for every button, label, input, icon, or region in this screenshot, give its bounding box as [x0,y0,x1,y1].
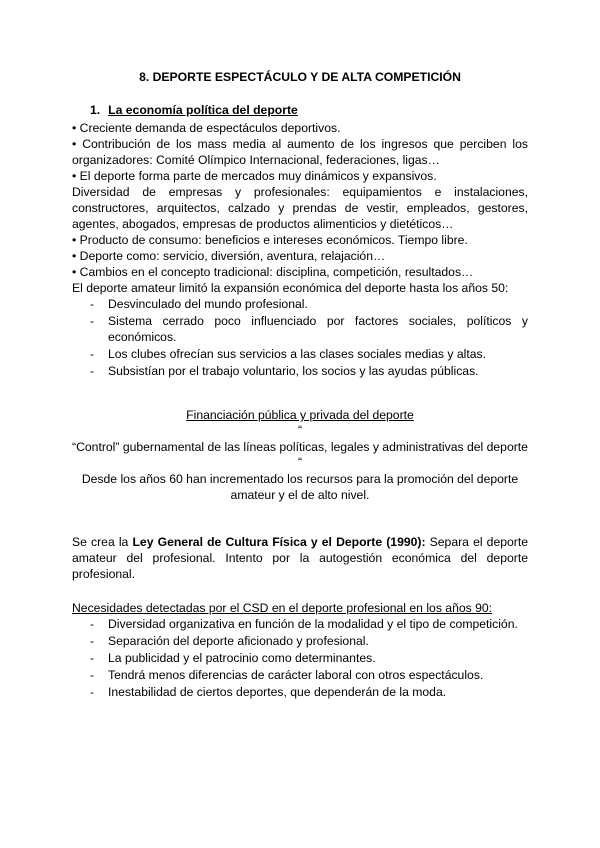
law-paragraph [72,534,528,582]
dash-marker: - [90,314,95,328]
resources-text: Desde los años 60 han incrementado los recursos para la promoción del deporte amateur y el de alto nivel. [81,472,519,502]
section-heading-text: La economía política del deporte [108,103,298,117]
diversity-paragraph: Diversidad de empresas y profesionales: equipamientos e instalaciones, constructores, arquitectos, calzado y prendas de vestir, empleados, gestores, agentes, abogados, empresas de productos alimenticios y dietéticos… [72,185,528,231]
dash-marker: - [90,651,95,665]
bullet-item: • Cambios en el concepto tradicional: disciplina, competición, resultados… [72,265,474,279]
section-heading [90,103,298,117]
flow-arrow: “ [297,423,303,437]
dash-marker: - [90,364,95,378]
law-name: Ley General de Cultura Física y el Deporte (1990): [132,535,426,549]
amateur-intro: El deporte amateur limitó la expansión económica del deporte hasta los años 50: [72,281,509,295]
page-title: 8. DEPORTE ESPECTÁCULO Y DE ALTA COMPETICIÓN [139,70,461,84]
dash-item: - La publicidad y el patrocinio como determinantes. [72,650,528,666]
dash-item: - Subsistían por el trabajo voluntario, los socios y las ayudas públicas. [72,363,528,379]
section-number: 1. [90,103,101,117]
dash-marker: - [90,347,95,361]
dash-marker: - [90,685,95,699]
law-prefix: Se crea la [72,535,133,549]
law-suffix: Separa el deporte amateur del profesional. Intento por la autogestión económica del deporte profesional. [72,535,529,581]
bullet-item: • Creciente demanda de espectáculos deportivos. [72,121,341,135]
needs-heading: Necesidades detectadas por el CSD en el deporte profesional en los años 90: [72,601,493,615]
dash-item: - Diversidad organizativa en función de la modalidad y el tipo de competición. [72,616,528,632]
control-text: “Control” gubernamental de las líneas políticas, legales y administrativas del deporte [72,440,528,454]
needs-section [72,600,528,701]
bullet-item: • Contribución de los mass media al aumento de los ingresos que perciben los organizadores: Comité Olímpico Internacional, federaciones, ligas… [72,137,528,167]
dash-item: - Desvinculado del mundo profesional. [72,296,528,312]
section-body [72,120,528,380]
flow-arrow: “ [297,455,303,469]
dash-marker: - [90,634,95,648]
dash-item: - Inestabilidad de ciertos deportes, que dependerán de la moda. [72,684,528,700]
dash-item: - Tendrá menos diferencias de carácter laboral con otros espectáculos. [72,667,528,683]
dash-marker: - [90,297,95,311]
bullet-item: • El deporte forma parte de mercados muy dinámicos y expansivos. [72,169,437,183]
financing-heading: Financiación pública y privada del deporte [186,408,414,422]
dash-marker: - [90,668,95,682]
dash-item: - Separación del deporte aficionado y profesional. [72,633,528,649]
dash-item: - Sistema cerrado poco influenciado por factores sociales, políticos y económicos. [72,313,528,345]
dash-item: - Los clubes ofrecían sus servicios a las clases sociales medias y altas. [72,346,528,362]
bullet-item: • Producto de consumo: beneficios e intereses económicos. Tiempo libre. [72,233,468,247]
bullet-item: • Deporte como: servicio, diversión, aventura, relajación… [72,249,386,263]
dash-marker: - [90,617,95,631]
